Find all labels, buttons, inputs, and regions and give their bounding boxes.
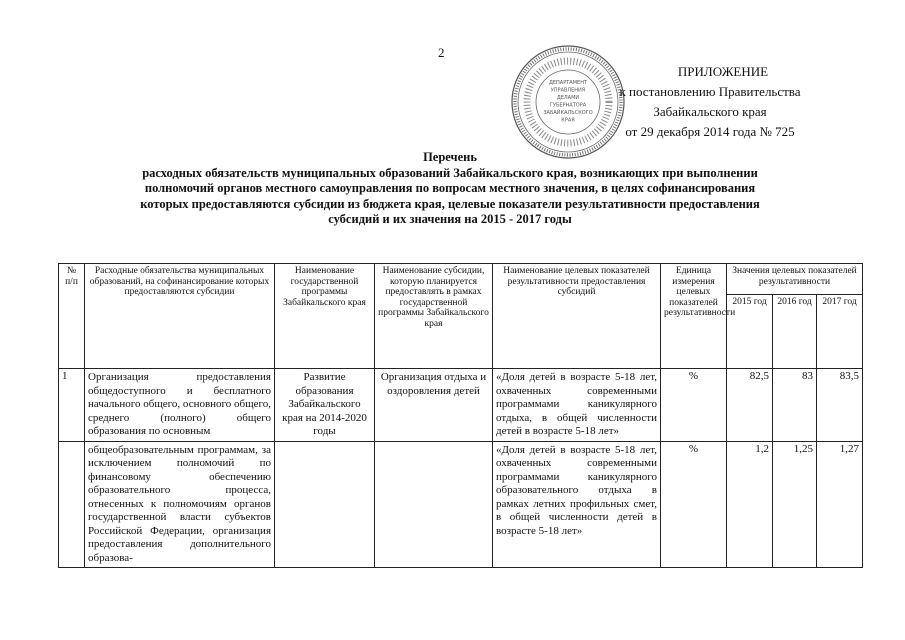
heading-line: которых предоставляются субсидии из бюджета края, целевые показатели результативности предоставления [140, 196, 760, 211]
header-subsidy: Наименование субсидии, которую планируется предоставлять в рамках государственной программы Забайкальского края [375, 264, 493, 369]
value-2017-cell: 83,5 [817, 369, 863, 442]
table-row [59, 441, 863, 568]
appendix-line: Забайкальского края [653, 104, 767, 119]
subsidy-cell: Организация отдыха и оздоровления детей [375, 369, 493, 442]
seal-text-line: ДЕПАРТАМЕНТ [548, 80, 588, 86]
value-2015-cell: 1,2 [727, 441, 773, 568]
appendix-date-line: от 29 декабря 2014 года № 725 [625, 124, 795, 139]
header-indicators: Наименование целевых показателей результативности предоставления субсидий [493, 264, 661, 369]
heading-line: субсидий и их значения на 2015 - 2017 годы [328, 212, 572, 226]
obligation-cell: общеобразовательным программам, за исключением полномочий по финансовому обеспечению образовательного процесса, отнесенных к полномочиям органов государственной власти субъектов Российской Федерации, организация предоставления дополнительного образова- [85, 441, 275, 568]
header-program: Наименование государственной программы Забайкальского края [275, 264, 375, 369]
header-obligations: Расходные обязательства муниципальных образований, на софинансирование которых предоставляются субсидии [85, 264, 275, 369]
seal-text-line: ЗАБАЙКАЛЬСКОГО [543, 110, 593, 116]
unit-cell: % [661, 369, 727, 442]
program-cell [275, 441, 375, 568]
seal-text-line: ГУБЕРНАТОРА [549, 102, 587, 109]
heading-line: полномочий органов местного самоуправления по вопросам местного значения, в целях софинансирования [144, 181, 756, 195]
value-2016-cell: 83 [773, 369, 817, 442]
unit-cell: % [661, 441, 727, 568]
document-heading [60, 150, 840, 228]
header-year-2017: 2017 год [817, 295, 863, 369]
heading-line: расходных обязательств муниципальных образований Забайкальского края, возникающих при выполнении [142, 165, 758, 180]
value-2015-cell: 82,5 [727, 369, 773, 442]
subsidy-cell [375, 441, 493, 568]
obligation-cell: Организация предоставления общедоступного и бесплатного начального общего, основного общего, среднего (полного) общего образования по основным [85, 369, 275, 442]
value-2017-cell: 1,27 [817, 441, 863, 568]
appendix-title: ПРИЛОЖЕНИЕ [677, 64, 769, 79]
seal-text-line: ДЕЛАМИ [556, 95, 580, 101]
table-row [59, 369, 863, 442]
header-num: № п/п [59, 264, 85, 369]
appendix-line: к постановлению Правительства [619, 84, 801, 99]
table-header-row [59, 264, 863, 295]
seal-text-line: УПРАВЛЕНИЯ [550, 87, 586, 94]
program-cell: Развитие образования Забайкальского края на 2014-2020 годы [275, 369, 375, 442]
indicator-cell: «Доля детей в возрасте 5-18 лет, охваченных современными программами каникулярного отдыха, в общей численности детей в возрасте 5-18 лет» [493, 369, 661, 442]
appendix-block [560, 62, 860, 142]
header-unit: Единица измерения целевых показателей результативности [661, 264, 727, 369]
row-number [59, 441, 85, 568]
page-number: 2 [438, 45, 445, 60]
indicator-cell: «Доля детей в возрасте 5-18 лет, охваченных современными программами каникулярного образовательного отдыха в рамках летних профильных смет, в общей численности детей в возрасте 5-18 лет» [493, 441, 661, 568]
header-year-2015: 2015 год [727, 295, 773, 369]
header-values-group: Значения целевых показателей результативности [727, 264, 863, 295]
row-number: 1 [59, 369, 85, 442]
header-year-2016: 2016 год [773, 295, 817, 369]
seal-text-line: КРАЯ [561, 117, 575, 124]
obligations-table [58, 263, 863, 568]
value-2016-cell: 1,25 [773, 441, 817, 568]
heading-title: Перечень [423, 150, 477, 164]
